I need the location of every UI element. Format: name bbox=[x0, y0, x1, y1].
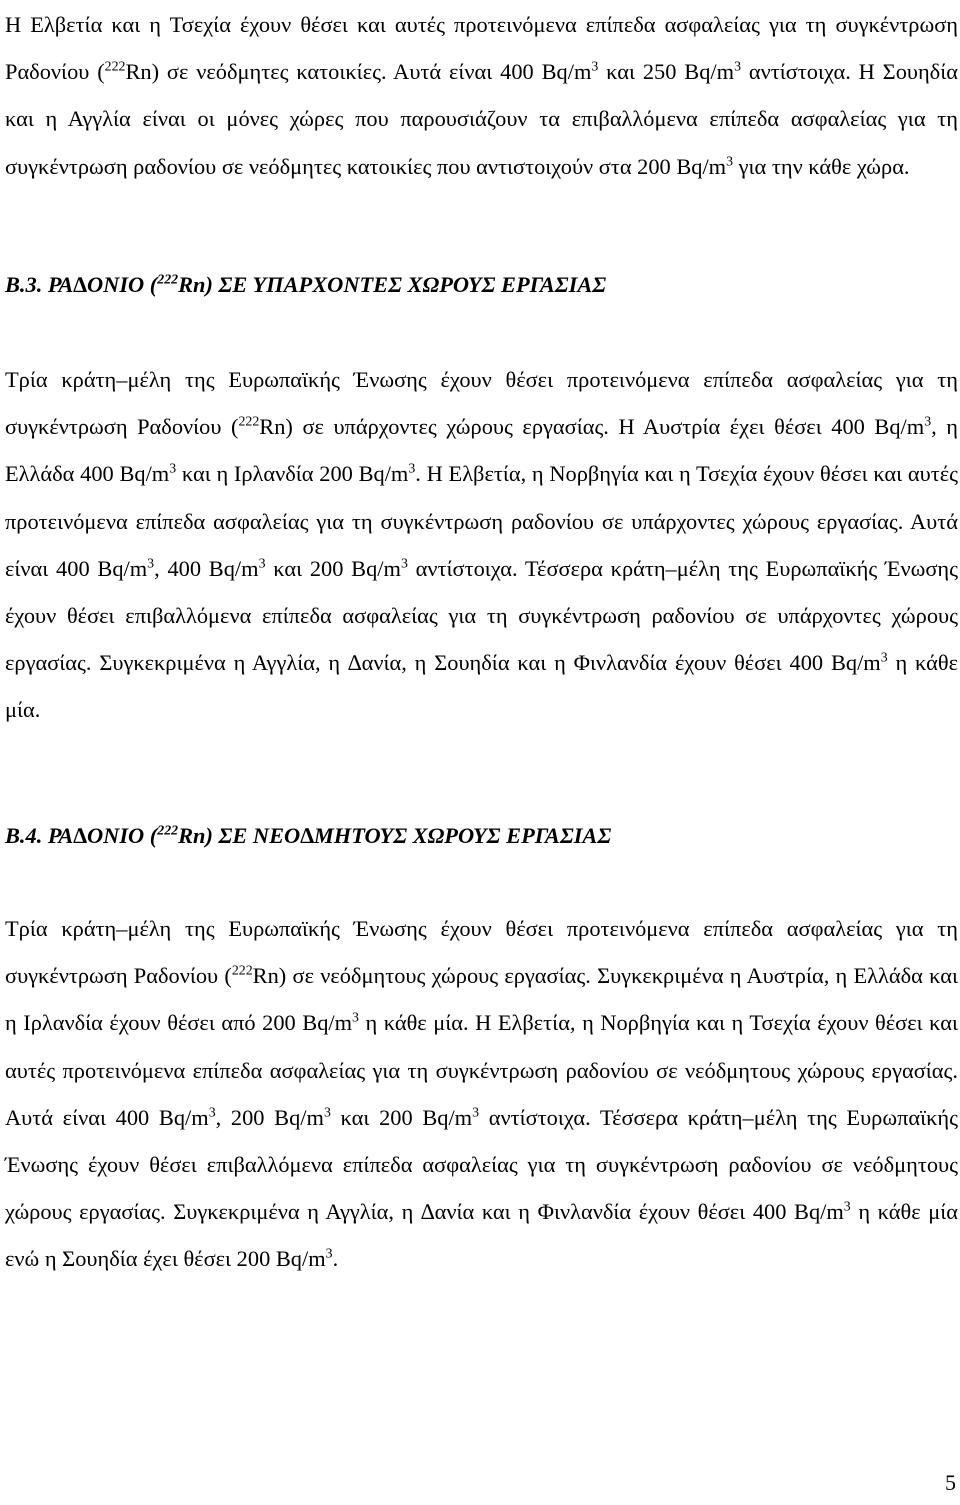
paragraph-existing-workplaces: Τρία κράτη–μέλη της Ευρωπαϊκής Ένωσης έχουν θέσει προτεινόμενα επίπεδα ασφαλείας για τη συγκέντρωση Ραδονίου ($^{222}$Rn) σε υπάρχοντες χώρους εργασίας. Η Αυστρία έχει θέσει 400 $Bq/m^3$, η Ελλάδα 400 $Bq/m^3$ και η Ιρλανδία 200 $Bq/m^3$. Η Ελβετία, η Νορβηγία και η Τσεχία έχουν θέσει και αυτές προτεινόμενα επίπεδα ασφαλείας για τη συγκέντρωση ραδονίου σε υπάρχοντες χώρους εργασίας. Αυτά είναι 400 $Bq/m^3$, 400 $Bq/m^3$ και 200 $Bq/m^3$ αντίστοιχα. Τέσσερα κράτη–μέλη της Ευρωπαϊκής Ένωσης έχουν θέσει επιβαλλόμενα επίπεδα ασφαλείας για τη συγκέντρωση ραδονίου σε υπάρχοντες χώρους εργασίας. Συγκεκριμένα η Αγγλία, η ∆ανία, η Σουηδία και η Φινλανδία έχουν θέσει 400 $Bq/m^3$ η κάθε μία. bbox=[5, 367, 959, 723]
section-heading-b3: Β.3. ΡΑ∆ΟΝΙΟ ($^{222}$Rn) ΣΕ ΥΠΑΡΧΟΝΤΕΣ ΧΩΡΟΥΣ ΕΡΓΑΣΙΑΣ bbox=[5, 272, 607, 297]
paragraph-new-workplaces: Τρία κράτη–μέλη της Ευρωπαϊκής Ένωσης έχουν θέσει προτεινόμενα επίπεδα ασφαλείας για τη συγκέντρωση Ραδονίου ($^{222}$Rn) σε νεόδμητους χώρους εργασίας. Συγκεκριμένα η Αυστρία, η Ελλάδα και η Ιρλανδία έχουν θέσει από 200 $Bq/m^3$ η κάθε μία. Η Ελβετία, η Νορβηγία και η Τσεχία έχουν θέσει και αυτές προτεινόμενα επίπεδα ασφαλείας για τη συγκέντρωση ραδονίου σε νεόδμητους χώρους εργασίας. Αυτά είναι 400 $Bq/m^3$, 200 $Bq/m^3$ και 200 $Bq/m^3$ αντίστοιχα. Τέσσερα κράτη–μέλη της Ευρωπαϊκής Ένωσης έχουν θέσει επιβαλλόμενα επίπεδα ασφαλείας για τη συγκέντρωση ραδονίου σε νεόδμητους χώρους εργασίας. Συγκεκριμένα η Αγγλία, η ∆ανία και η Φινλανδία έχουν θέσει 400 $Bq/m^3$ η κάθε μία ενώ η Σουηδία έχει θέσει 200 $Bq/m^3$. bbox=[5, 916, 958, 1272]
section-heading-b4: Β.4. ΡΑ∆ΟΝΙΟ ($^{222}$Rn) ΣΕ ΝΕΟ∆ΜΗΤΟΥΣ ΧΩΡΟΥΣ ΕΡΓΑΣΙΑΣ bbox=[5, 823, 612, 848]
page-number: 5 bbox=[945, 1470, 956, 1495]
paragraph-new-dwellings: Η Ελβετία και η Τσεχία έχουν θέσει και αυτές προτεινόμενα επίπεδα ασφαλείας για τη συγκέντρωση Ραδονίου ($^{222}$Rn) σε νεόδμητες κατοικίες. Αυτά είναι 400 $Bq/m^3$ και 250 $Bq/m^3$ αντίστοιχα. Η Σουηδία και η Αγγλία είναι οι μόνες χώρες που παρουσιάζουν τα επιβαλλόμενα επίπεδα ασφαλείας για τη συγκέντρωση ραδονίου σε νεόδμητες κατοικίες που αντιστοιχούν στα 200 $Bq/m^3$ για την κάθε χώρα. bbox=[5, 12, 958, 179]
